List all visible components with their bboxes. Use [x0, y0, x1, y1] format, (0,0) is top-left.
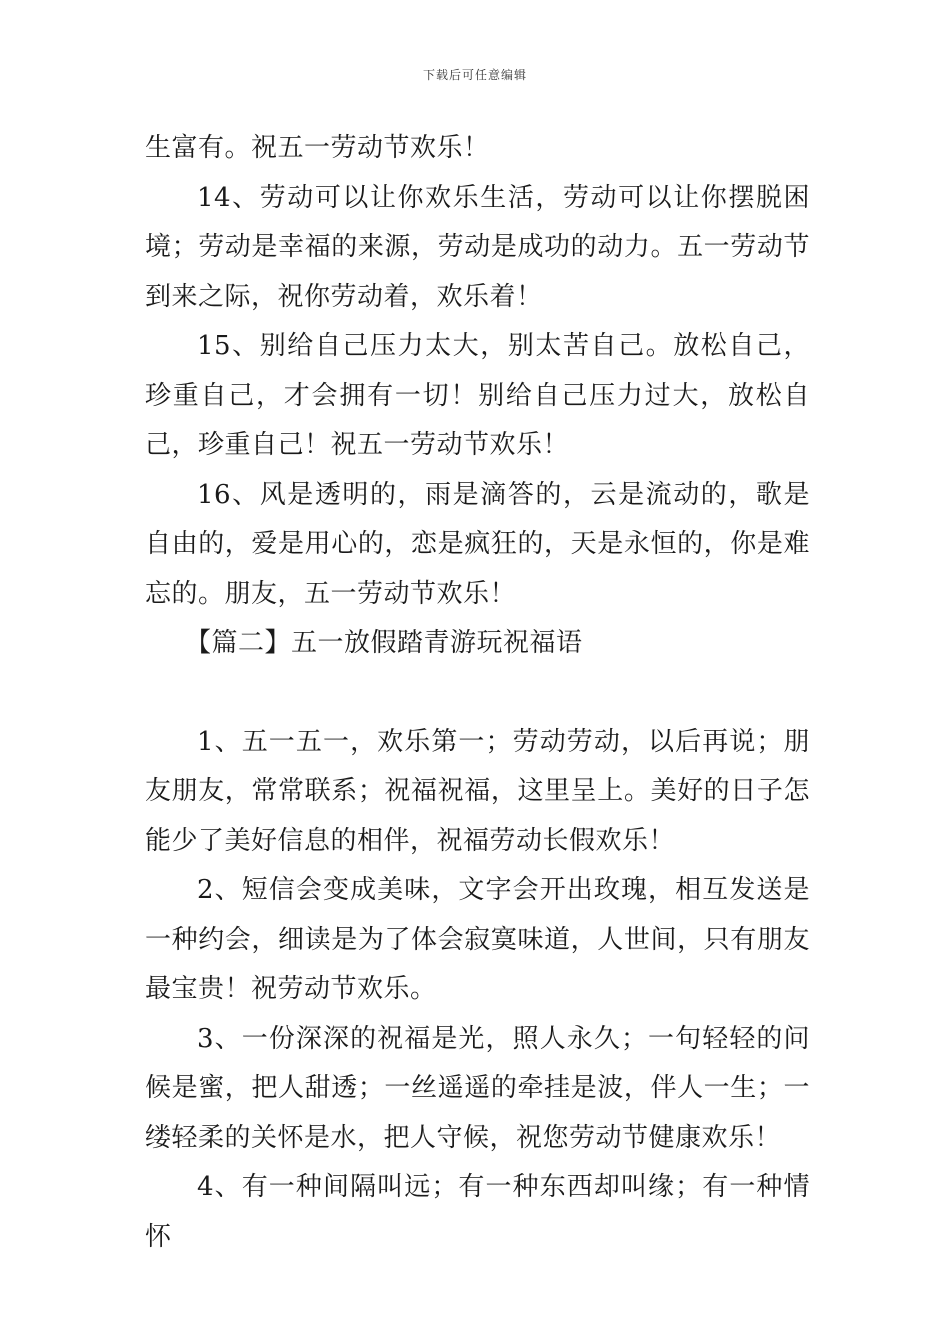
paragraph-item-14: 14、劳动可以让你欢乐生活，劳动可以让你摆脱困境；劳动是幸福的来源，劳动是成功的动力。五一劳动节到来之际，祝你劳动着，欢乐着！	[145, 182, 810, 312]
paragraph-item-3: 3、一份深深的祝福是光，照人永久；一句轻轻的问候是蜜，把人甜透；一丝遥遥的牵挂是波，伴人一生；一缕轻柔的关怀是水，把人守候，祝您劳动节健康欢乐！	[145, 1023, 810, 1153]
paragraph-item-4: 4、有一种间隔叫远；有一种东西却叫缘；有一种情怀	[145, 1172, 810, 1252]
paragraph-item-16: 16、风是透明的，雨是滴答的，云是流动的，歌是自由的，爱是用心的，恋是疯狂的，天是永恒的，你是难忘的。朋友，五一劳动节欢乐！	[145, 479, 810, 609]
paragraph-continuation: 生富有。祝五一劳动节欢乐！	[145, 133, 490, 163]
section-heading: 【篇二】五一放假踏青游玩祝福语	[185, 628, 583, 658]
paragraph-item-15: 15、别给自己压力太大，别太苦自己。放松自己，珍重自己，才会拥有一切！别给自己压力过大，放松自己，珍重自己！祝五一劳动节欢乐！	[145, 331, 810, 460]
paragraph-item-2: 2、短信会变成美味，文字会开出玫瑰，相互发送是一种约会，细读是为了体会寂寞味道，人世间，只有朋友最宝贵！祝劳动节欢乐。	[145, 875, 810, 1004]
paragraph-item-1: 1、五一五一，欢乐第一；劳动劳动，以后再说；朋友朋友，常常联系；祝福祝福，这里呈上。美好的日子怎能少了美好信息的相伴，祝福劳动长假欢乐！	[145, 726, 810, 856]
document-body	[145, 124, 810, 1262]
page-header: 下载后可任意编辑	[422, 68, 527, 82]
